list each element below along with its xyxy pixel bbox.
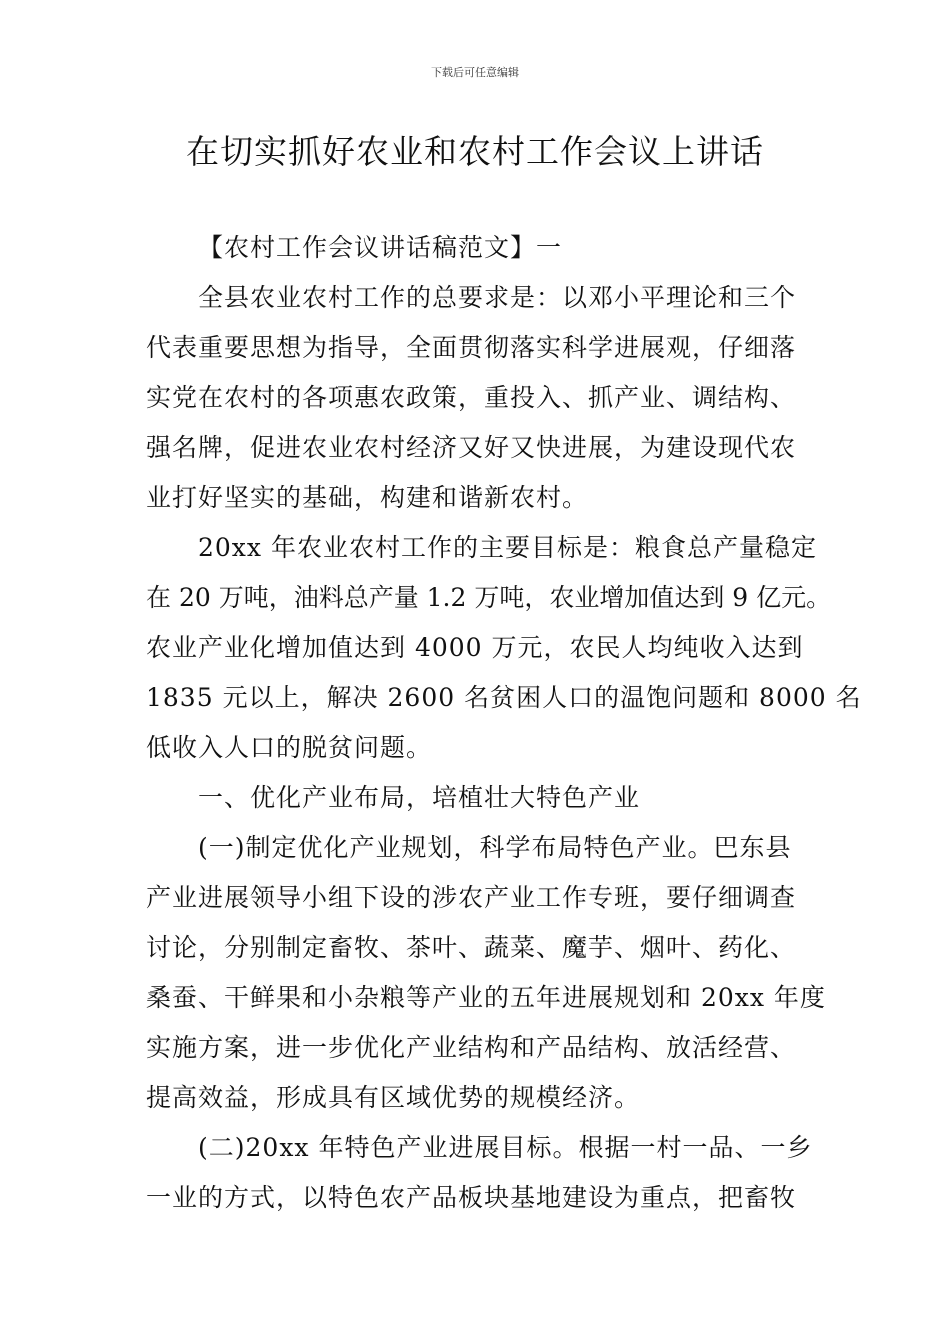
paragraph-line: 全县农业农村工作的总要求是：以邓小平理论和三个 — [198, 283, 797, 312]
paragraph-line: 实施方案，进一步优化产业结构和产品结构、放活经营、 — [146, 1033, 797, 1062]
paragraph-line: 一业的方式，以特色农产品板块基地建设为重点，把畜牧 — [146, 1183, 797, 1212]
paragraph-line: 实党在农村的各项惠农政策，重投入、抓产业、调结构、 — [146, 383, 797, 412]
header-note: 下载后可任意编辑 — [431, 66, 519, 79]
paragraph-line: 1835 元以上，解决 2600 名贫困人口的温饱问题和 8000 名 — [146, 683, 862, 712]
paragraph-line: 产业进展领导小组下设的涉农产业工作专班，要仔细调查 — [146, 883, 797, 912]
section-label: 【农村工作会议讲话稿范文】一 — [198, 233, 563, 262]
paragraph-line: 在 20 万吨，油料总产量 1.2 万吨，农业增加值达到 9 亿元。 — [146, 583, 832, 612]
paragraph-line: 强名牌，促进农业农村经济又好又快进展，为建设现代农 — [146, 433, 797, 462]
paragraph-line: 农业产业化增加值达到 4000 万元，农民人均纯收入达到 — [146, 633, 804, 662]
paragraph-line: (二)20xx 年特色产业进展目标。根据一村一品、一乡 — [198, 1133, 813, 1162]
paragraph-line: 提高效益，形成具有区域优势的规模经济。 — [146, 1083, 641, 1112]
document-title: 在切实抓好农业和农村工作会议上讲话 — [186, 132, 764, 171]
paragraph-line: 低收入人口的脱贫问题。 — [146, 733, 433, 762]
paragraph-line: 讨论，分别制定畜牧、茶叶、蔬菜、魔芋、烟叶、药化、 — [146, 933, 797, 962]
paragraph-line: 业打好坚实的基础，构建和谐新农村。 — [146, 483, 589, 512]
paragraph-line: 代表重要思想为指导，全面贯彻落实科学进展观，仔细落 — [146, 333, 797, 362]
paragraph-line: 20xx 年农业农村工作的主要目标是：粮食总产量稳定 — [198, 533, 817, 562]
section-heading: 一、优化产业布局，培植壮大特色产业 — [198, 783, 641, 812]
paragraph-line: 桑蚕、干鲜果和小杂粮等产业的五年进展规划和 20xx 年度 — [146, 983, 826, 1012]
paragraph-line: (一)制定优化产业规划，科学布局特色产业。巴东县 — [198, 833, 792, 862]
